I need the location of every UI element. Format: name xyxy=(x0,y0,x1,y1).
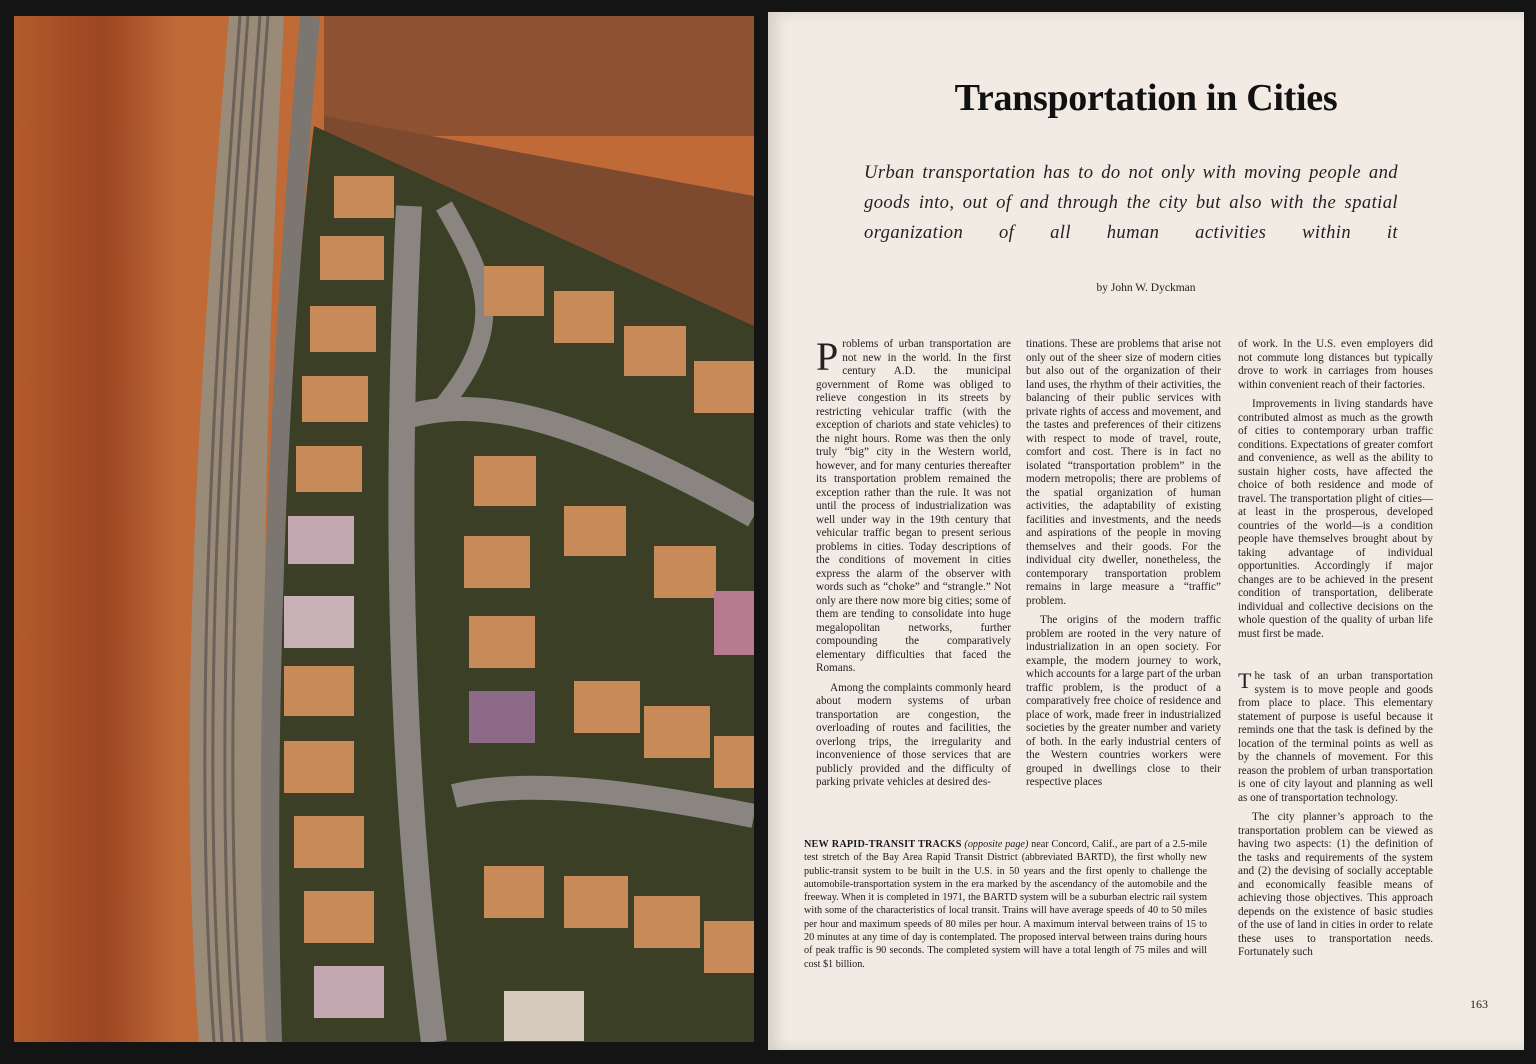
byline: by John W. Dyckman xyxy=(1096,282,1196,294)
paragraph-text: roblems of urban transportation are not new in the world. In the first century A.D. the municipal government of Rome was obliged to relieve congestion in its streets by restricting vehicular traffic (with the exception of chariots and state vehicles) to the night hours. Rome was then the only truly “big” city in the Western world, however, and for many centuries thereafter its transportation problem remained the exception rather than the rule. It was not until the process of industrialization was well under way in the 19th century that vehicular traffic began to present serious problems in cities. Today descriptions of the conditions of movement in cities express the alarm of the observer with words such as “choke” and “strangle.” Not only are there now more big cities; some of them are tending to consolidate into huge megalopolitan networks, further compounding the comparatively elementary difficulties that faced the Romans. xyxy=(816,338,1011,674)
paragraph: The origins of the modern traffic problem are rooted in the very nature of industrialization in an open society. For example, the modern journey to work, which accounts for a large part of the urban traffic problem, is the product of a comparatively free choice of residence and place of work, made freer in industrialized societies by the greater number and variety of both. In the early industrial centers of the Western countries workers were grouped in dwellings close to their respective places xyxy=(1026,614,1221,788)
text-column-2 xyxy=(1026,338,1221,790)
text-column-3 xyxy=(1238,338,1433,641)
aerial-photograph xyxy=(14,16,754,1042)
paragraph xyxy=(1238,670,1433,805)
paragraph: The city planner’s approach to the transportation problem can be viewed as having two aspects: (1) the definition of the tasks and requirements of the system and (2) the devising of socially acceptable and economically feasible means of achieving those objectives. This approach depends on the existence of basic studies of the use of land in cities in order to relate these uses to transportation needs. Fortunately such xyxy=(1238,811,1433,958)
article-title: Transportation in Cities xyxy=(954,77,1338,119)
paragraph: tinations. These are problems that arise not only out of the sheer size of modern cities but also out of the organization of their land uses, the rhythm of their activities, the balancing of their public services with private rights of access and movement, and the tastes and preferences of their citizens with respect to mode of travel, route, comfort and cost. There is in fact no isolated “transportation problem” in the modern metropolis; there are problems of the spatial organization of human activities, the adaptability of existing facilities and investments, and the needs and aspirations of the people in moving themselves and their goods. For the individual city dweller, nonetheless, the contemporary transportation problem remains in large measure a “traffic” problem. xyxy=(1026,338,1221,607)
caption-reference: (opposite page) xyxy=(964,839,1029,850)
caption-lead: NEW RAPID-TRANSIT TRACKS xyxy=(804,839,962,850)
drop-cap: P xyxy=(816,334,839,379)
paragraph-text: he task of an urban transportation system is to move people and goods from place to place. This elementary statement of purpose is useful because it reminds one that the task is defined by the location of the terminal points as well as by the channels of movement. For this reason the problem of urban transportation is one of city layout and planning as well as one of transportation technology. xyxy=(1238,670,1433,804)
photo-caption xyxy=(804,838,1207,971)
paragraph xyxy=(816,334,1011,676)
article-deck: Urban transportation has to do not only with moving people and goods into, out of and through the city but also with the spatial organization of all human activities within it xyxy=(864,162,1398,243)
paragraph: Improvements in living standards have contributed almost as much as the growth of cities to contemporary urban traffic conditions. Expectations of greater comfort and convenience, as well as the ability to sustain higher costs, have affected the choice of both residence and mode of travel. The transportation plight of cities—at least in the prosperous, developed countries of the world—is a condition people have themselves brought about by taking advantage of individual opportunities. Accordingly if major changes are to be achieved in the present condition of transportation, deliberate individual and collective decisions on the whole question of the quality of urban life must first be made. xyxy=(1238,398,1433,640)
paragraph: of work. In the U.S. even employers did not commute long distances but typically drove to work in carriages from houses within convenient reach of their factories. xyxy=(1238,338,1433,391)
caption-body: near Concord, Calif., are part of a 2.5-mile test stretch of the Bay Area Rapid Transit District (abbreviated BARTD), the first wholly new public-transit system to be built in the U.S. in 50 years and the first openly to challenge the automobile-transportation system in the era marked by the ascendancy of the automobile and the freeway. When it is completed in 1971, the BARTD system will be a suburban electric rail system with some of the characteristics of local transit. Trains will have average speeds of 40 to 50 miles per hour and maximum speeds of 80 miles per hour. A maximum interval between trains of 15 to 20 minutes at any time of day is contemplated. The proposed interval between trains during hours of peak traffic is 90 seconds. The completed system will have a total length of 75 miles and will cost $1 billion. xyxy=(804,839,1207,970)
article-page xyxy=(768,12,1524,1050)
text-column-1 xyxy=(816,334,1011,790)
page-number: 163 xyxy=(1470,997,1488,1011)
drop-cap: T xyxy=(1238,668,1252,693)
paragraph: Among the complaints commonly heard about modern systems of urban transportation are congestion, the overloading of routes and facilities, the overlong trips, the irregularity and inconvenience of those services that are publicly provided and the difficulty of parking private vehicles at desired des- xyxy=(816,681,1011,788)
text-column-3-section-2 xyxy=(1238,670,1433,960)
aerial-photo-illustration xyxy=(14,16,754,1042)
